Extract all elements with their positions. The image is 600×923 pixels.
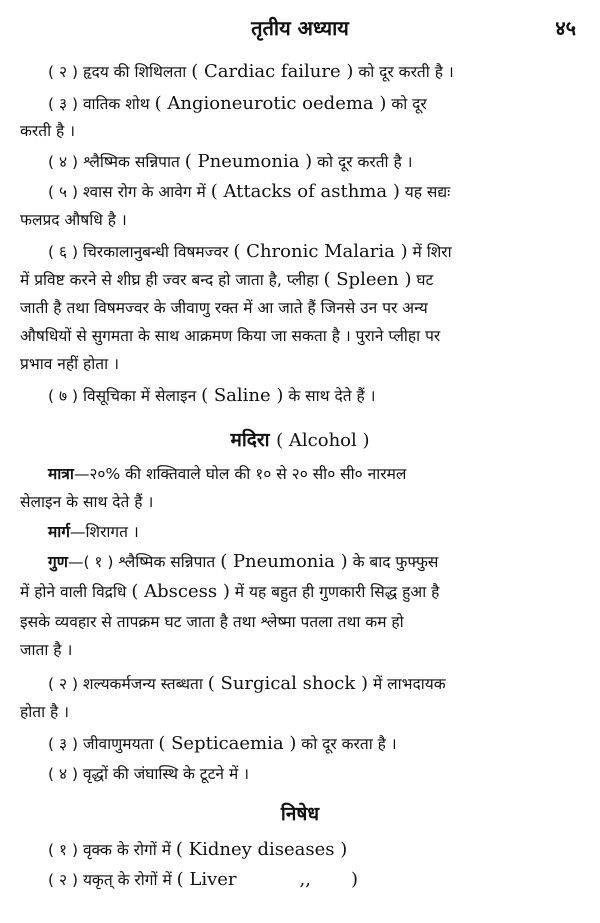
list-item: ( ३ ) जीवाणुमयता ( Septicaemia ) को दूर करता है । [48,733,397,754]
list-item: ( ७ ) विसूचिका में सेलाइन ( Saline ) के साथ देते हैं । [48,385,376,406]
continuation-line: जाती है तथा विषमज्वर के जीवाणु रक्त में आ जाते हैं जिनसे उन पर अन्य [20,299,428,317]
route-line: मार्ग—शिरागत । [48,523,139,541]
list-item: ( २ ) यकृत् के रोगों में ( Liver ,, ) [48,869,358,890]
list-item: ( ३ ) वातिक शोथ ( Angioneurotic oedema ) को दूर [48,93,427,114]
continuation-line: करती है । [20,122,76,140]
list-item: ( २ ) हृदय की शिथिलता ( Cardiac failure ) को दूर करती है । [48,61,454,82]
properties-line: गुण—( १ ) श्लैष्मिक सन्निपात ( Pneumonia ) के बाद फुफ्फुस [48,551,439,572]
page-header [20,14,580,44]
continuation-line: फलप्रद औषधि है । [20,211,127,229]
list-item: ( १ ) वृक्क के रोगों में ( Kidney diseases ) [48,839,348,860]
section-heading: मदिरा ( Alcohol ) [230,429,370,451]
list-item: ( ५ ) श्वास रोग के आवेग में ( Attacks of asthma ) यह सद्यः [48,181,451,202]
continuation-line: प्रभाव नहीं होता । [20,355,119,373]
dosage-label: मात्रा [48,465,74,483]
continuation-line: औषधियों से सुगमता के साथ आक्रमण किया जा सकता है । पुराने प्लीहा पर [20,327,441,345]
chapter-title: तृतीय अध्याय [251,16,349,40]
list-item: ( २ ) शल्यकर्मजन्य स्तब्धता ( Surgical shock ) में लाभदायक [48,673,446,694]
route-label: मार्ग [48,523,71,541]
continuation-line: होता है । [20,703,70,721]
list-item: ( ४ ) श्लैष्मिक सन्निपात ( Pneumonia ) को दूर करती है । [48,151,413,172]
page-number: ४५ [555,16,576,40]
dosage-line: मात्रा—२०% की शक्तिवाले घोल की १० से २० सी० सी० नारमल [48,465,407,483]
section-heading: निषेध [280,803,320,825]
continuation-line: सेलाइन के साथ देते हैं । [20,493,154,511]
continuation-line: में प्रविष्ट करने से शीघ्र ही ज्वर बन्द हो जाता है, प्लीहा ( Spleen ) घट [20,269,434,290]
continuation-line: इसके व्यवहार से तापक्रम घट जाता है तथा श्लेष्मा पतला तथा कम हो [20,613,404,631]
list-item: ( ४ ) वृद्धों की जंघास्थि के टूटने में । [48,765,250,783]
list-item: ( ६ ) चिरकालानुबन्धी विषमज्वर ( Chronic Malaria ) में शिरा [48,241,452,262]
continuation-line: जाता है । [20,641,73,659]
continuation-line: में होने वाली विद्रधि ( Abscess ) में यह बहुत ही गुणकारी सिद्ध हुआ है [20,581,440,602]
properties-label: गुण [48,553,68,571]
